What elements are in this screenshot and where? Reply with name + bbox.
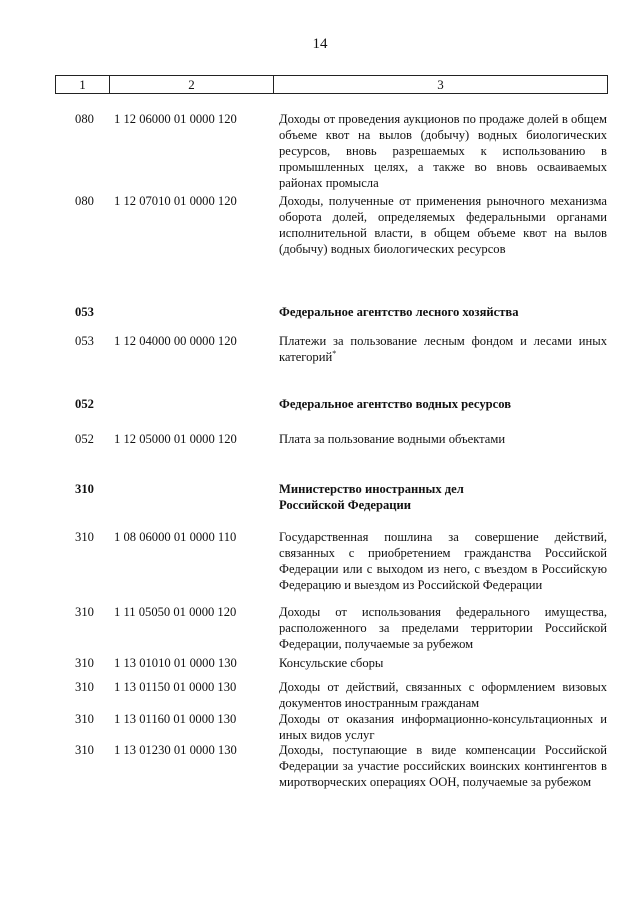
agency-name: Федеральное агентство лесного хозяйства (279, 305, 519, 319)
admin-code: 310 (75, 712, 94, 726)
revenue-description: Доходы, полученные от применения рыночного механизма оборота долей, определяемых федеральными органами исполнительной власти, в общем объеме квот на вылов (добычу) водных биологических ресурсов (279, 194, 607, 256)
revenue-code: 1 12 06000 01 0000 120 (114, 112, 237, 126)
revenue-description: Доходы, поступающие в виде компенсации Российской Федерации за участие российских воинских контингентов в миротворческих операциях ООН, получаемые за рубежом (279, 743, 607, 789)
admin-code: 052 (75, 432, 94, 446)
revenue-description: Доходы от оказания информационно-консультационных и иных видов услуг (279, 712, 607, 742)
column-header-2: 2 (110, 76, 274, 94)
admin-code: 052 (75, 397, 94, 411)
admin-code: 080 (75, 194, 94, 208)
column-header-1: 1 (56, 76, 110, 94)
admin-code: 310 (75, 530, 94, 544)
admin-code: 310 (75, 680, 94, 694)
footnote-mark: * (332, 348, 337, 358)
revenue-code: 1 13 01010 01 0000 130 (114, 656, 237, 670)
admin-code: 310 (75, 656, 94, 670)
agency-name: Федеральное агентство водных ресурсов (279, 397, 512, 411)
revenue-description (279, 333, 607, 365)
admin-code: 310 (75, 482, 94, 496)
revenue-code: 1 12 04000 00 0000 120 (114, 334, 237, 348)
admin-code: 053 (75, 305, 94, 319)
column-header-3: 3 (274, 76, 608, 94)
revenue-description: Государственная пошлина за совершение действий, связанных с приобретением гражданства Российской Федерации или с выходом из него, с въездом в Российскую Федерацию и выездом из Российской Федерации (279, 530, 607, 592)
revenue-code: 1 13 01160 01 0000 130 (114, 712, 237, 726)
revenue-description: Доходы от проведения аукционов по продаже долей в общем объеме квот на вылов (добычу) водных биологических ресурсов, вновь разрешаемых к использованию в промышленных целях, а также во вновь осваиваемых районах промысла (279, 112, 607, 190)
revenue-code: 1 08 06000 01 0000 110 (114, 530, 237, 544)
revenue-code: 1 11 05050 01 0000 120 (114, 605, 237, 619)
revenue-description-text: Платежи за пользование лесным фондом и лесами иных категорий (279, 334, 607, 364)
admin-code: 310 (75, 743, 94, 757)
revenue-code: 1 12 05000 01 0000 120 (114, 432, 237, 446)
admin-code: 053 (75, 334, 94, 348)
revenue-description: Доходы от действий, связанных с оформлением визовых документов иностранным гражданам (279, 680, 607, 710)
revenue-description: Плата за пользование водными объектами (279, 432, 506, 446)
revenue-code: 1 12 07010 01 0000 120 (114, 194, 237, 208)
revenue-description: Консульские сборы (279, 656, 384, 670)
revenue-description: Доходы от использования федерального имущества, расположенного за пределами территории Российской Федерации, получаемые за рубежом (279, 605, 607, 651)
admin-code: 080 (75, 112, 94, 126)
revenue-code: 1 13 01230 01 0000 130 (114, 743, 237, 757)
column-header-table (55, 75, 608, 94)
agency-name: Министерство иностранных дел Российской Федерации (279, 482, 464, 512)
page-number: 14 (312, 36, 328, 52)
admin-code: 310 (75, 605, 94, 619)
revenue-code: 1 13 01150 01 0000 130 (114, 680, 237, 694)
